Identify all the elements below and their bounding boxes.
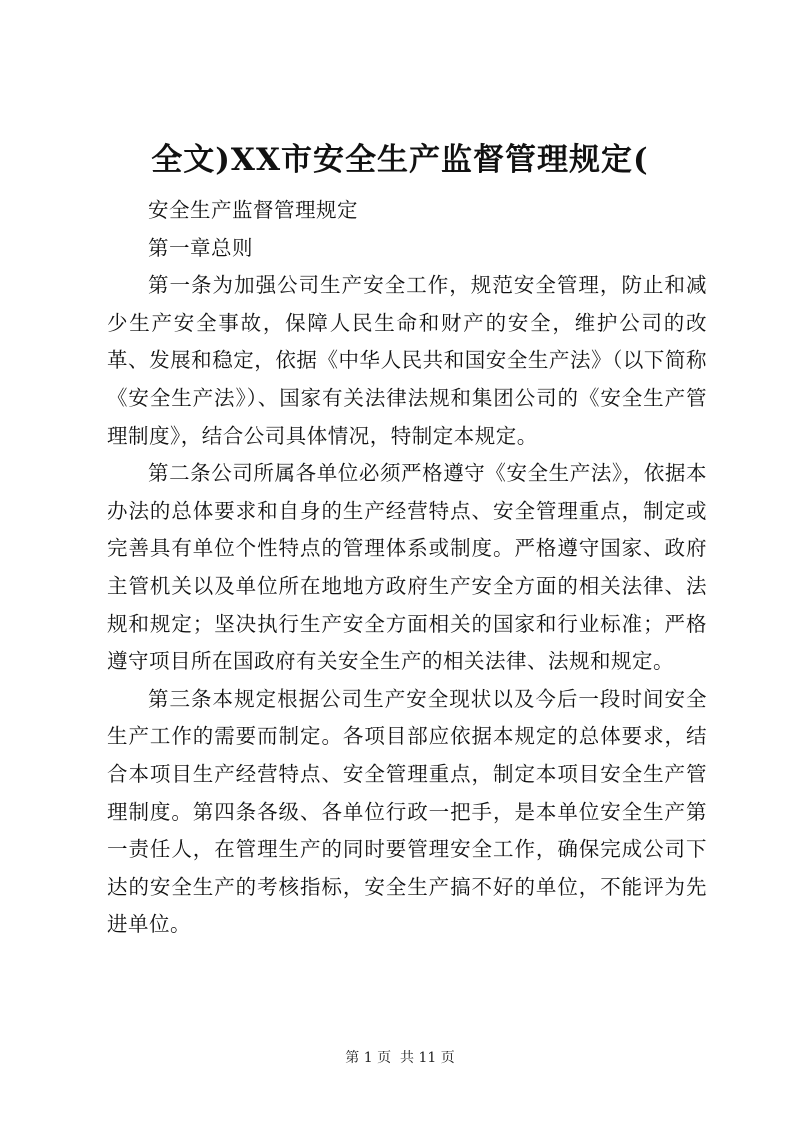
article-paragraph: 第三条本规定根据公司生产安全现状以及今后一段时间安全生产工作的需要而制定。各项目部应依据本规定的总体要求，结合本项目生产经营特点、安全管理重点，制定本项目安全生产管理制度。第四条各级、各单位行政一把手，是本单位安全生产第一责任人，在管理生产的同时要管理安全工作，确保完成公司下达的安全生产的考核指标，安全生产搞不好的单位，不能评为先进单位。 bbox=[107, 686, 707, 937]
section-heading: 安全生产监督管理规定 bbox=[148, 198, 358, 222]
document-title: 全文)XX市安全生产监督管理规定( bbox=[151, 142, 649, 178]
article-paragraph: 第二条公司所属各单位必须严格遵守《安全生产法》，依据本办法的总体要求和自身的生产经营特点、安全管理重点，制定或完善具有单位个性特点的管理体系或制度。严格遵守国家、政府主管机关以及单位所在地地方政府生产安全方面的相关法律、法规和规定；坚决执行生产安全方面相关的国家和行业标准；严格遵守项目所在国政府有关安全生产的相关法律、法规和规定。 bbox=[107, 461, 707, 674]
page-footer bbox=[0, 1048, 800, 1068]
document-body bbox=[107, 192, 707, 944]
chapter-heading: 第一章总则 bbox=[148, 235, 253, 260]
article-paragraph: 第一条为加强公司生产安全工作，规范安全管理，防止和减少生产安全事故，保障人民生命和财产的安全，维护公司的改革、发展和稳定，依据《中华人民共和国安全生产法》（以下简称《安全生产法》）、国家有关法律法规和集团公司的《安全生产管理制度》，结合公司具体情况，特制定本规定。 bbox=[107, 273, 707, 448]
page-number: 第 1 页 共 11 页 bbox=[345, 1050, 455, 1066]
